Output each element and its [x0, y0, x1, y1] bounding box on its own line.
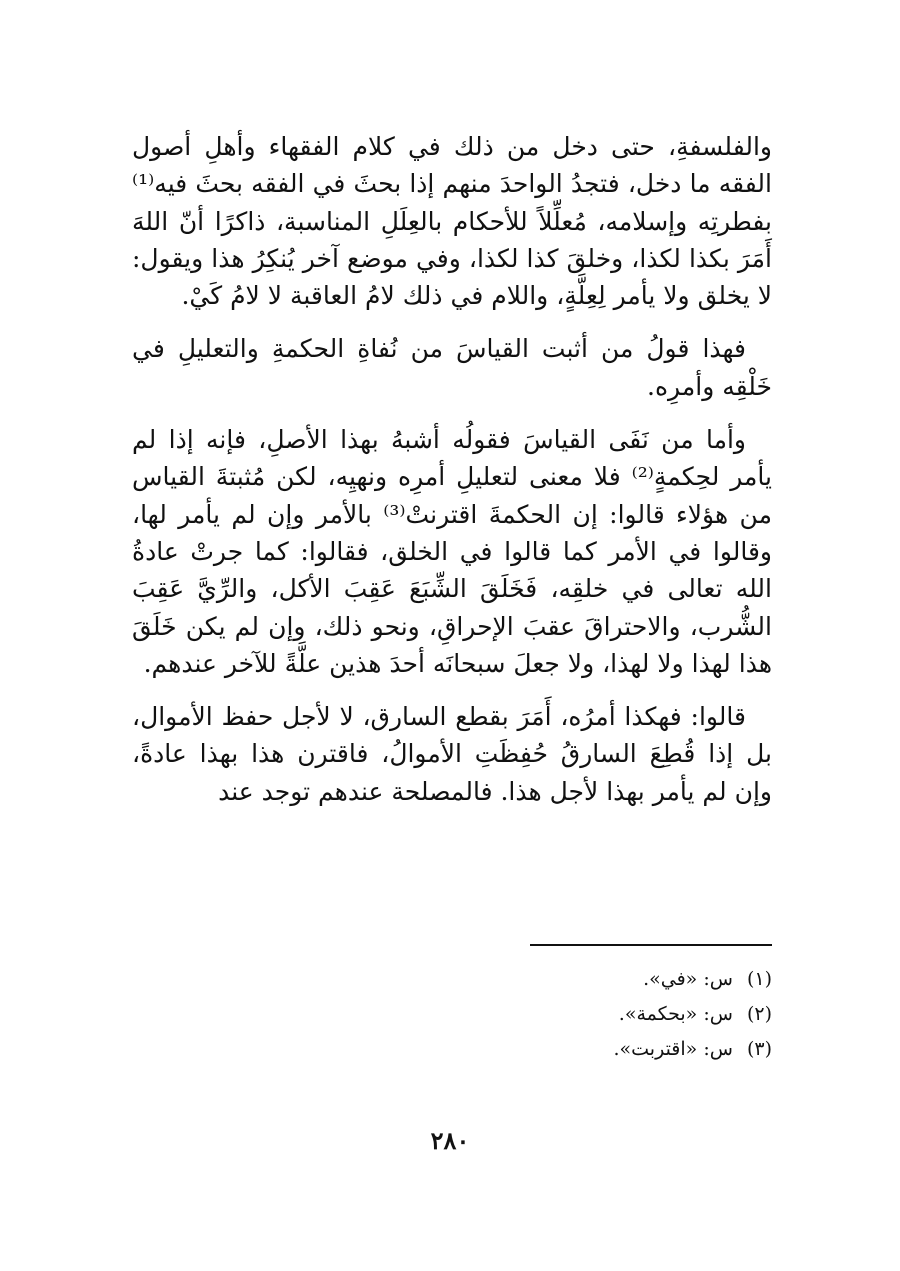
- page-number: ٢٨٠: [430, 1126, 470, 1155]
- main-text: [132, 128, 772, 826]
- footnote-2: [132, 997, 772, 1032]
- footnote-number: (١): [746, 968, 772, 990]
- footnote-text: س: «بحكمة».: [618, 1003, 733, 1025]
- paragraph-3: وأما من نَفَى القياسَ فقولُه أشبهُ بهذا الأصلِ، فإنه إذا لم يأمر لحِكمةٍ⁽²⁾ فلا معنى لتعليلِ أمرِه ونهيِه، لكن مُثبتةَ القياس من هؤلاء قالوا: إن الحكمةَ اقترنتْ⁽³⁾ بالأمر وإن لم يأمر لها، وقالوا في الأمر كما قالوا في الخلق، فقالوا: كما جرتْ عادةُ الله تعالى في خلقِه، فَخَلَقَ الشِّبَعَ عَقِبَ الأكل، والرِّيَّ عَقِبَ الشُّرب، والاحتراقَ عقبَ الإحراقِ، ونحو ذلك، وإن لم يكن خَلَقَ هذا لهذا ولا لهذا، ولا جعلَ سبحانَه أحدَ هذين علَّةً للآخر عندهم.: [132, 425, 773, 678]
- paragraph-1: والفلسفةِ، حتى دخل من ذلك في كلام الفقهاء وأهلِ أصول الفقه ما دخل، فتجدُ الواحدَ منهم إذا بحثَ في الفقه بحثَ فيه⁽¹⁾ بفطرتِه وإسلامه، مُعلِّلاً للأحكام بالعِلَلِ المناسبة، ذاكرًا أنّ اللهَ أَمَرَ بكذا لكذا، وخلقَ كذا لكذا، وفي موضع آخر يُنكِرُ هذا ويقول: لا يخلق ولا يأمر لِعِلَّةٍ، واللام في ذلك لامُ العاقبة لا لامُ كَيْ.: [132, 132, 772, 311]
- footnote-text: س: «في».: [643, 968, 733, 990]
- footnote-3: [132, 1032, 772, 1067]
- paragraph-4: قالوا: فهكذا أمرُه، أَمَرَ بقطع السارق، لا لأجل حفظ الأموال، بل إذا قُطِعَ السارقُ حُفِظَتِ الأموالُ، فاقترن هذا بهذا عادةً، وإن لم يأمر بهذا لأجل هذا. فالمصلحة عندهم توجد عند: [132, 702, 772, 806]
- footnotes: [132, 962, 772, 1067]
- footnote-1: [132, 962, 772, 997]
- footnote-divider: [530, 944, 772, 946]
- paragraph-2: فهذا قولُ من أثبت القياسَ من نُفاةِ الحكمةِ والتعليلِ في خَلْقِه وأمرِه.: [132, 334, 772, 401]
- footnote-number: (٣): [746, 1038, 772, 1060]
- footnote-text: س: «اقتربت».: [613, 1038, 733, 1060]
- footnote-number: (٢): [746, 1003, 772, 1025]
